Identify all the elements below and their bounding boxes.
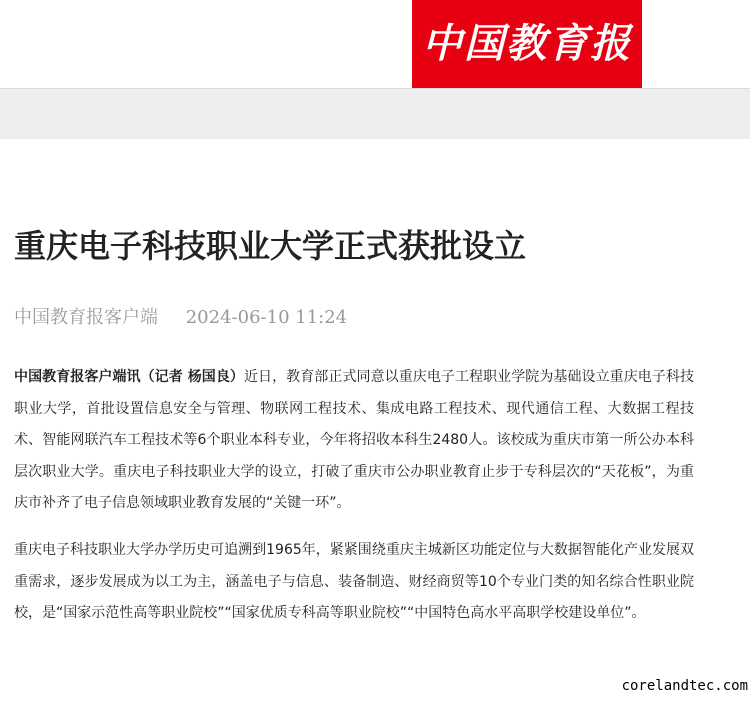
article-date: 2024-06-10 11:24 — [185, 307, 348, 328]
article-body — [14, 362, 694, 645]
paragraph-text: 近日，教育部正式同意以重庆电子工程职业学院为基础设立重庆电子科技职业大学，首批设置信息安全与管理、物联网工程技术、集成电路工程技术、现代通信工程、大数据工程技术、智能网联汽车工程技术等6个职业本科专业，今年将招收本科生2480人。该校成为重庆市第一所公办本科层次职业大学。重庆电子科技职业大学的设立，打破了重庆市公办职业教育止步于专科层次的“天花板”，为重庆市补齐了电子信息领域职业教育发展的“关键一环”。 — [14, 369, 695, 512]
article-source: 中国教育报客户端 — [14, 307, 158, 328]
article-title: 重庆电子科技职业大学正式获批设立 — [14, 227, 527, 265]
paragraph-text: 重庆电子科技职业大学办学历史可追溯到1965年，紧紧围绕重庆主城新区功能定位与大数据智能化产业发展双重需求，逐步发展成为以工为主，涵盖电子与信息、装备制造、财经商贸等10个专业门类的知名综合性职业院校，是“国家示范性高等职业院校”“国家优质专科高等职业院校”“中国特色高水平高职学校建设单位”。 — [14, 541, 694, 622]
paragraph-lead: 中国教育报客户端讯（记者 杨国良） — [14, 369, 244, 385]
logo-text: 中国教育报 — [422, 20, 632, 67]
watermark-text: corelandtec.com — [621, 678, 748, 694]
nav-strip — [0, 89, 750, 139]
article-paragraph-2 — [14, 535, 694, 630]
site-logo[interactable] — [412, 0, 642, 88]
article-meta — [14, 304, 347, 332]
site-header — [0, 0, 750, 89]
article-paragraph-1 — [14, 362, 694, 520]
